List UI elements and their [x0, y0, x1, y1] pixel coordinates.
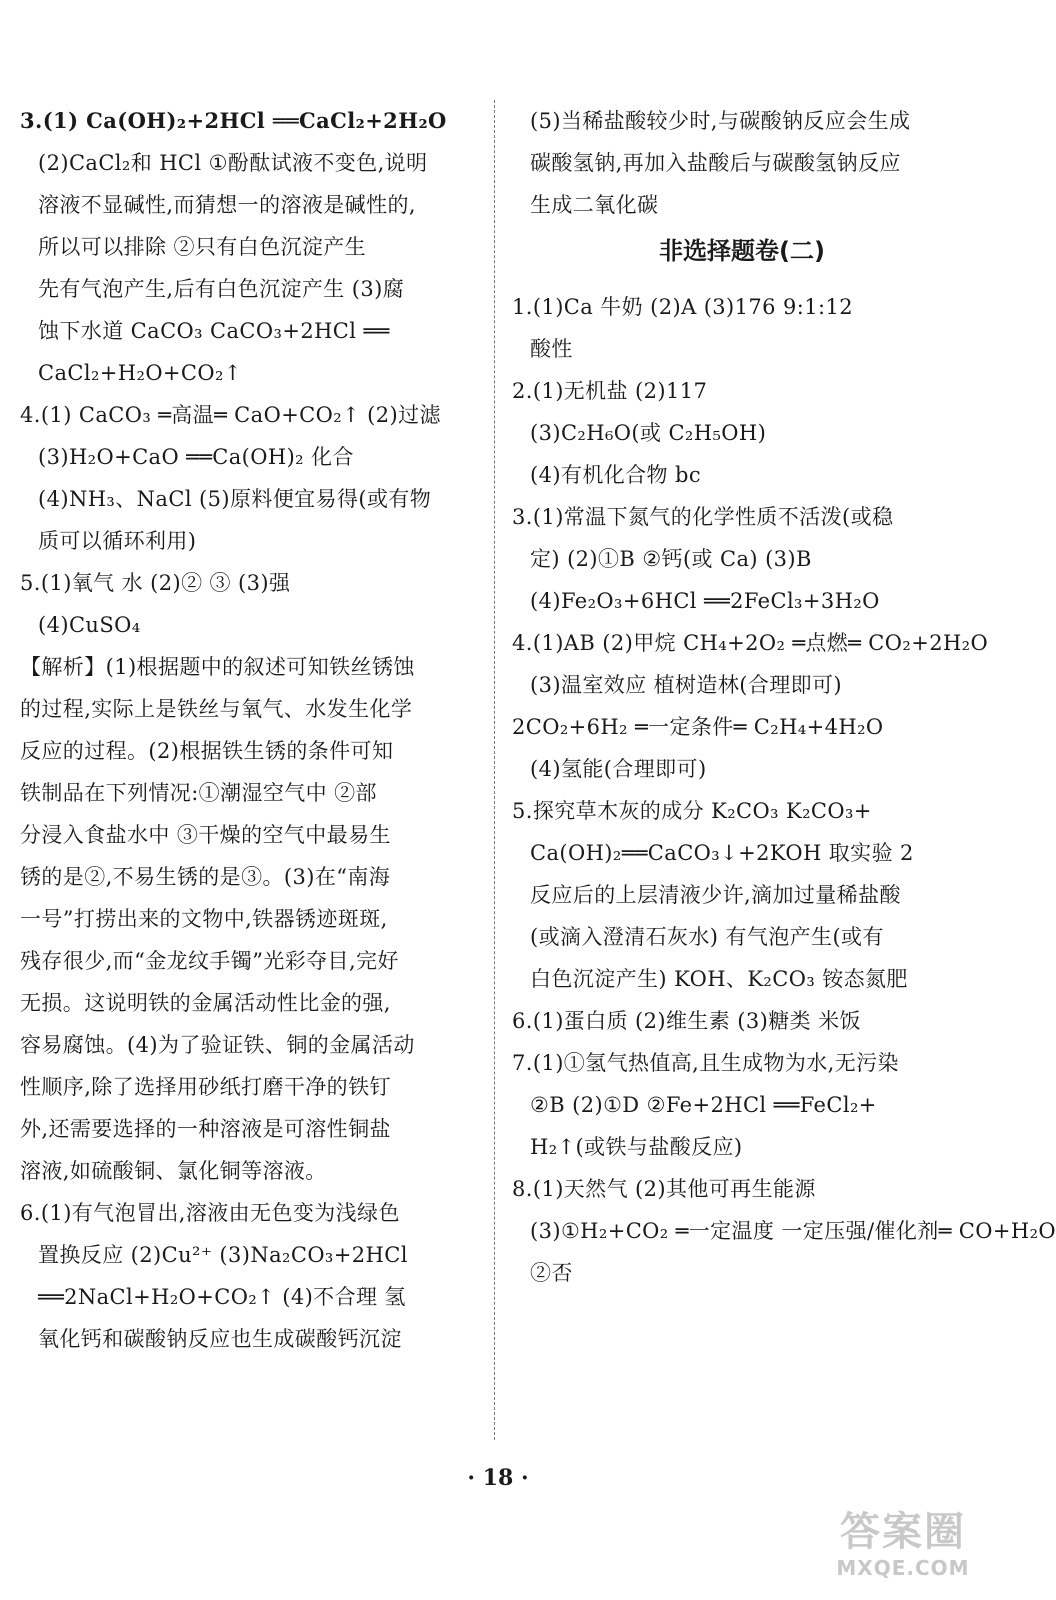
text-line: 2.(1)无机盐 (2)117 — [512, 379, 708, 403]
text-line: 5.探究草木灰的成分 K₂CO₃ K₂CO₃+ — [512, 799, 872, 823]
text-line: 一号”打捞出来的文物中,铁器锈迹斑斑, — [20, 907, 388, 931]
text-line: H₂↑(或铁与盐酸反应) — [530, 1135, 743, 1159]
text-line: 反应后的上层清液少许,滴加过量稀盐酸 — [530, 883, 901, 907]
text-line: 5.(1)氧气 水 (2)② ③ (3)强 — [20, 571, 291, 595]
text-line: 外,还需要选择的一种溶液是可溶性铜盐 — [20, 1117, 391, 1141]
text-line: 3.(1)常温下氮气的化学性质不活泼(或稳 — [512, 505, 894, 529]
watermark-logo: 答案圈 — [840, 1509, 966, 1555]
text-line: 2CO₂+6H₂ ═一定条件═ C₂H₄+4H₂O — [512, 715, 884, 739]
text-line: (4)有机化合物 bc — [530, 463, 702, 487]
text-line: (4)Fe₂O₃+6HCl ══2FeCl₃+3H₂O — [530, 589, 880, 613]
text-line: (3)H₂O+CaO ══Ca(OH)₂ 化合 — [38, 445, 354, 469]
text-line: 酸性 — [530, 337, 573, 361]
text-line: 白色沉淀产生) KOH、K₂CO₃ 铵态氮肥 — [530, 967, 908, 991]
text-line: (4)CuSO₄ — [38, 613, 141, 637]
text-line: 6.(1)有气泡冒出,溶液由无色变为浅绿色 — [20, 1201, 400, 1225]
text-line: (3)C₂H₆O(或 C₂H₅OH) — [530, 421, 767, 445]
text-line: 锈的是②,不易生锈的是③。(3)在“南海 — [20, 865, 391, 889]
text-line: (2)CaCl₂和 HCl ①酚酞试液不变色,说明 — [38, 151, 428, 175]
text-line: 置换反应 (2)Cu²⁺ (3)Na₂CO₃+2HCl — [38, 1243, 408, 1267]
text-line: ②否 — [530, 1261, 573, 1285]
text-line: 先有气泡产生,后有白色沉淀产生 (3)腐 — [38, 277, 405, 301]
text-line: (3)温室效应 植树造林(合理即可) — [530, 673, 843, 697]
text-line: Ca(OH)₂══CaCO₃↓+2KOH 取实验 2 — [530, 841, 914, 865]
watermark-url: MXQE.COM — [836, 1556, 970, 1580]
text-line: (4)氢能(合理即可) — [530, 757, 707, 781]
text-line: 所以可以排除 ②只有白色沉淀产生 — [38, 235, 367, 259]
text-line: 4.(1)AB (2)甲烷 CH₄+2O₂ ═点燃═ CO₂+2H₂O — [512, 631, 989, 655]
text-line: 生成二氧化碳 — [530, 193, 659, 217]
text-line: 残存很少,而“金龙纹手镯”光彩夺目,完好 — [20, 949, 399, 973]
text-line: ══2NaCl+H₂O+CO₂↑ (4)不合理 氢 — [38, 1285, 406, 1309]
text-line: CaCl₂+H₂O+CO₂↑ — [38, 361, 242, 385]
text-line: 氧化钙和碳酸钠反应也生成碳酸钙沉淀 — [38, 1327, 402, 1351]
text-line: 反应的过程。(2)根据铁生锈的条件可知 — [20, 739, 394, 763]
text-line: 容易腐蚀。(4)为了验证铁、铜的金属活动 — [20, 1033, 415, 1057]
analysis-line: 【解析】(1)根据题中的叙述可知铁丝锈蚀 — [20, 655, 415, 679]
text-line: 定) (2)①B ②钙(或 Ca) (3)B — [530, 547, 812, 571]
text-line: 3.(1) Ca(OH)₂+2HCl ══CaCl₂+2H₂O — [20, 108, 447, 133]
text-line: 1.(1)Ca 牛奶 (2)A (3)176 9:1:12 — [512, 295, 854, 319]
page-number: · 18 · — [467, 1465, 529, 1491]
text-line: (3)①H₂+CO₂ ═一定温度 一定压强/催化剂═ CO+H₂O — [530, 1219, 1056, 1243]
left-column — [20, 100, 480, 1360]
text-line: 溶液不显碱性,而猜想一的溶液是碱性的, — [38, 193, 416, 217]
right-column — [512, 100, 1056, 1294]
text-line: 4.(1) CaCO₃ ═高温═ CaO+CO₂↑ (2)过滤 — [20, 403, 441, 427]
text-line: 分浸入食盐水中 ③干燥的空气中最易生 — [20, 823, 391, 847]
text-line: 碳酸氢钠,再加入盐酸后与碳酸氢钠反应 — [530, 151, 901, 175]
text-line: 溶液,如硫酸铜、氯化铜等溶液。 — [20, 1159, 327, 1183]
text-line: 蚀下水道 CaCO₃ CaCO₃+2HCl ══ — [38, 319, 390, 343]
text-line: (5)当稀盐酸较少时,与碳酸钠反应会生成 — [530, 109, 911, 133]
text-line: 6.(1)蛋白质 (2)维生素 (3)糖类 米饭 — [512, 1009, 861, 1033]
section-title: 非选择题卷(二) — [659, 237, 825, 265]
text-line: 无损。这说明铁的金属活动性比金的强, — [20, 991, 391, 1015]
text-line: 质可以循环利用) — [38, 529, 197, 553]
column-divider — [494, 100, 495, 1440]
text-line: 铁制品在下列情况:①潮湿空气中 ②部 — [20, 781, 377, 805]
text-line: (4)NH₃、NaCl (5)原料便宜易得(或有物 — [38, 487, 432, 511]
watermark — [828, 1508, 978, 1590]
text-line: 8.(1)天然气 (2)其他可再生能源 — [512, 1177, 816, 1201]
text-line: (或滴入澄清石灰水) 有气泡产生(或有 — [530, 925, 884, 949]
text-line: 的过程,实际上是铁丝与氧气、水发生化学 — [20, 697, 413, 721]
text-line: 性顺序,除了选择用砂纸打磨干净的铁钉 — [20, 1075, 391, 1099]
text-line: 7.(1)①氢气热值高,且生成物为水,无污染 — [512, 1051, 899, 1075]
text-line: ②B (2)①D ②Fe+2HCl ══FeCl₂+ — [530, 1093, 877, 1117]
